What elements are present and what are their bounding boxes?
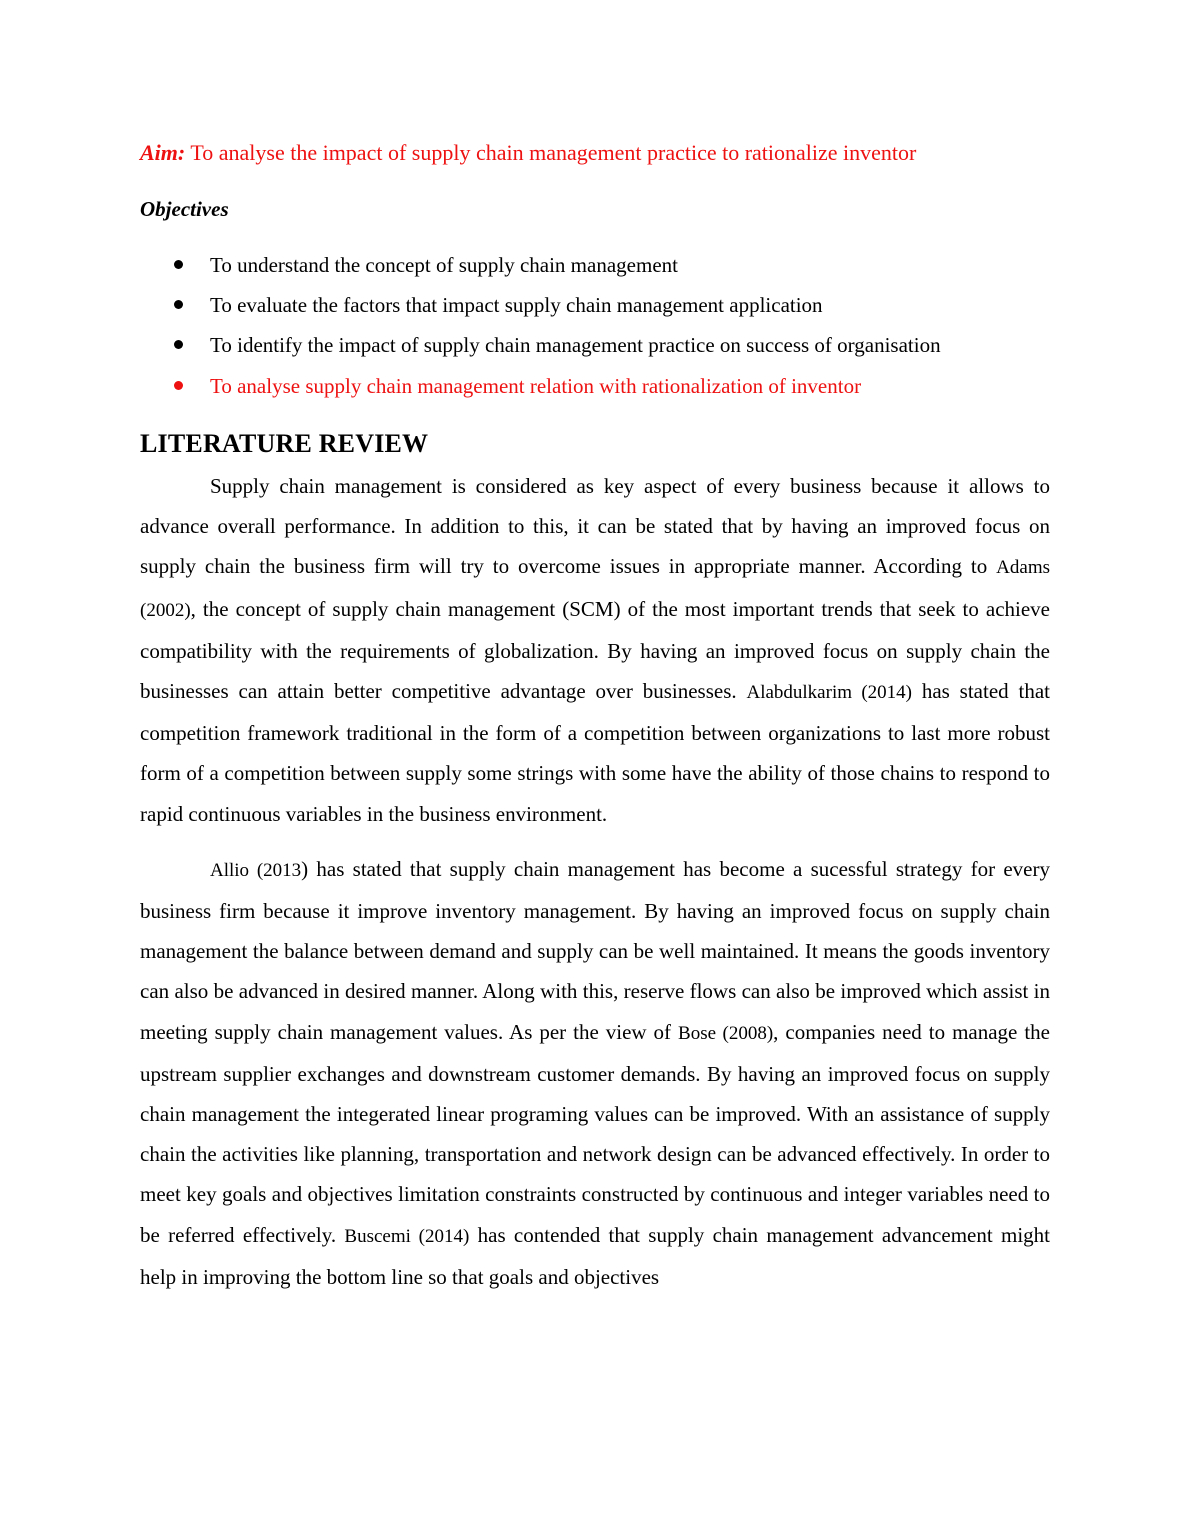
bullet-icon: [174, 260, 183, 269]
paragraph-text: has stated that competition framework traditional in the form of a competition between organizations to last more robust form of a competition between supply some strings with some have the ability of those chains to respond to rapid continuous variables in the business environment.: [140, 679, 1050, 826]
citation: Bose (2008): [678, 1022, 774, 1044]
paragraph-text: , the concept of supply chain management (SCM) of the most important trends that seek to achieve compatibility with the requirements of globalization. By having an improved focus on supply chain the businesses can attain better competitive advantage over businesses.: [140, 596, 1050, 704]
paragraph-text: Supply chain management is considered as key aspect of every business because it allows to advance overall performance. In addition to this, it can be stated that by having an improved focus on supply chain the business firm will try to overcome issues in appropriate manner. According to: [140, 474, 1050, 579]
literature-paragraph-2: [140, 849, 1050, 1297]
paragraph-text: , companies need to manage the upstream supplier exchanges and downstream customer demands. By having an improved focus on supply chain management the integerated linear programing values can be improved. With an assistance of supply chain the activities like planning, transportation and network design can be advanced effectively. In order to meet key goals and objectives limitation constraints constructed by continuous and integer variables need to be referred effectively.: [140, 1019, 1051, 1247]
objective-text: To identify the impact of supply chain management practice on success of organisation: [210, 333, 941, 357]
paragraph-text: has contended that supply chain management advancement might help in improving the bottom line so that goals and objectives: [140, 1222, 1050, 1289]
bullet-icon: [174, 300, 183, 309]
paragraph-text: ) has stated that supply chain management has become a sucessful strategy for every business firm because it improve inventory management. By having an improved focus on supply chain management the balance between demand and supply can be well maintained. It means the goods inventory can also be advanced in desired manner. Along with this, reserve flows can also be improved which assist in meeting supply chain management values. As per the view of: [140, 856, 1050, 1044]
objective-text: To evaluate the factors that impact supply chain management application: [210, 293, 823, 317]
literature-paragraph-1: [140, 466, 1050, 834]
bullet-icon: [174, 340, 183, 349]
objective-text: To analyse supply chain management relation with rationalization of inventor: [210, 374, 862, 398]
citation: Allio (2013: [210, 859, 302, 881]
citation: Buscemi (2014): [344, 1225, 470, 1247]
objective-item: [140, 250, 1050, 280]
citation: Alabdulkarim (2014): [746, 682, 912, 704]
citation: Adams (2002): [140, 557, 1050, 621]
aim-text: To analyse the impact of supply chain management practice to rationalize inventor: [185, 140, 917, 165]
bullet-icon: [174, 381, 183, 390]
objective-item: [140, 290, 1050, 320]
objective-item-highlighted: [140, 371, 1050, 401]
objective-item: [140, 330, 1050, 360]
literature-review-heading: LITERATURE REVIEW: [140, 429, 429, 458]
document-page: [140, 138, 1050, 1297]
aim-label: Aim:: [140, 140, 186, 165]
aim-statement: [140, 138, 1050, 168]
objective-text: To understand the concept of supply chain management: [210, 253, 678, 277]
objectives-heading: Objectives: [140, 197, 229, 221]
objectives-list: [140, 250, 1050, 401]
